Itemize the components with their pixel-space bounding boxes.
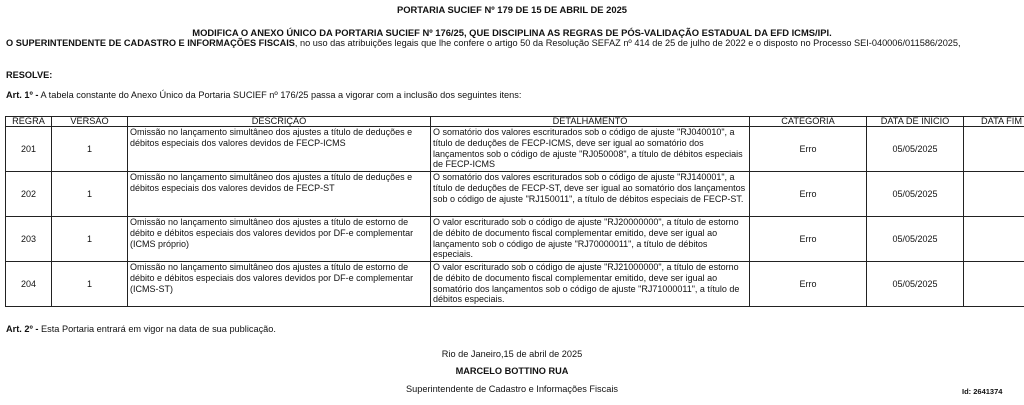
cell-versao: 1 xyxy=(52,127,128,172)
cell-regra: 204 xyxy=(6,262,52,307)
cell-detalhamento: O valor escriturado sob o código de ajuste "RJ20000000", a título de estorno de débito de documento fiscal complementar emitido, deve ser igual ao lançamento sob o código de ajuste "RJ70000011", a título de débitos especiais. xyxy=(431,217,750,262)
header-categoria: CATEGORIA xyxy=(750,117,867,127)
cell-data-inicio: 05/05/2025 xyxy=(867,217,964,262)
cell-detalhamento: O somatório dos valores escriturados sob o código de ajuste "RJ140001", a título de deduções de FECP-ST, deve ser igual ao somatório dos lançamentos sob o código de ajuste "RJ150011", a título de débitos especiais de FECP-ST. xyxy=(431,172,750,217)
article-2 xyxy=(6,324,276,335)
article-1-label: Art. 1º - xyxy=(6,90,39,100)
rules-table xyxy=(5,116,1024,307)
table-row xyxy=(6,172,1024,217)
cell-versao: 1 xyxy=(52,172,128,217)
table-header-row xyxy=(6,117,1024,127)
signer-name: MARCELO BOTTINO RUA xyxy=(455,366,569,376)
article-1-text: A tabela constante do Anexo Único da Portaria SUCIEF nº 176/25 passa a vigorar com a inclusão dos seguintes itens: xyxy=(38,90,522,100)
cell-versao: 1 xyxy=(52,217,128,262)
cell-detalhamento: O somatório dos valores escriturados sob o código de ajuste "RJ040010", a título de deduções de FECP-ICMS, deve ser igual ao somatório dos lançamentos sob o código de ajuste "RJ050008", a título de débitos especiais de FECP-ICMS xyxy=(431,127,750,172)
article-2-label: Art. 2º - xyxy=(6,324,39,334)
table-row xyxy=(6,262,1024,307)
cell-regra: 202 xyxy=(6,172,52,217)
cell-descricao: Omissão no lançamento simultâneo dos ajustes a título de deduções e débitos especiais dos valores devidos de FECP-ST xyxy=(128,172,431,217)
cell-regra: 203 xyxy=(6,217,52,262)
cell-data-inicio: 05/05/2025 xyxy=(867,262,964,307)
cell-categoria: Erro xyxy=(750,217,867,262)
cell-descricao: Omissão no lançamento simultâneo dos ajustes a título de deduções e débitos especiais dos valores devidos de FECP-ICMS xyxy=(128,127,431,172)
place-date: Rio de Janeiro,15 de abril de 2025 xyxy=(441,349,583,359)
table-row xyxy=(6,127,1024,172)
cell-categoria: Erro xyxy=(750,172,867,217)
document-id: Id: 2641374 xyxy=(962,387,1003,396)
preamble-authority: O SUPERINTENDENTE DE CADASTRO E INFORMAÇÕES FISCAIS xyxy=(6,38,295,48)
cell-categoria: Erro xyxy=(750,262,867,307)
cell-descricao: Omissão no lançamento simultâneo dos ajustes a título de estorno de débito e débitos especiais dos valores devidos por DF-e complementar (ICMS-ST) xyxy=(128,262,431,307)
cell-descricao: Omissão no lançamento simultâneo dos ajustes a título de estorno de débito e débitos especiais dos valores devidos por DF-e complementar (ICMS próprio) xyxy=(128,217,431,262)
cell-data-fim xyxy=(964,172,1024,217)
header-data-inicio: DATA DE INÍCIO xyxy=(867,117,964,127)
page-title: PORTARIA SUCIEF Nº 179 DE 15 DE ABRIL DE 2025 xyxy=(396,4,628,15)
document-subtitle: MODIFICA O ANEXO ÚNICO DA PORTARIA SUCIEF Nº 176/25, QUE DISCIPLINA AS REGRAS DE PÓS-VALIDAÇÃO ESTADUAL DA EFD ICMS/IPI. xyxy=(192,27,832,38)
cell-data-fim xyxy=(964,262,1024,307)
cell-data-fim xyxy=(964,217,1024,262)
article-2-text: Esta Portaria entrará em vigor na data de sua publicação. xyxy=(38,324,276,334)
cell-data-fim xyxy=(964,127,1024,172)
header-descricao: DESCRIÇÃO xyxy=(128,117,431,127)
resolve-heading: RESOLVE: xyxy=(6,70,53,80)
signer-role: Superintendente de Cadastro e Informações Fiscais xyxy=(406,384,618,394)
cell-versao: 1 xyxy=(52,262,128,307)
header-data-fim: DATA FIM xyxy=(964,117,1024,127)
cell-data-inicio: 05/05/2025 xyxy=(867,127,964,172)
table-row xyxy=(6,217,1024,262)
header-versao: VERSÃO xyxy=(52,117,128,127)
header-regra: REGRA xyxy=(6,117,52,127)
cell-detalhamento: O valor escriturado sob o código de ajuste "RJ21000000", a título de estorno de débito de documento fiscal complementar emitido, deve ser igual ao somatório dos lançamentos sob o código de ajuste "RJ71000011", a título de débitos especiais. xyxy=(431,262,750,307)
header-detalhamento: DETALHAMENTO xyxy=(431,117,750,127)
cell-regra: 201 xyxy=(6,127,52,172)
cell-data-inicio: 05/05/2025 xyxy=(867,172,964,217)
article-1 xyxy=(6,90,1016,101)
cell-categoria: Erro xyxy=(750,127,867,172)
preamble-text: , no uso das atribuições legais que lhe confere o artigo 50 da Resolução SEFAZ nº 414 de 25 de julho de 2022 e o disposto no Processo SEI-040006/011586/2025, xyxy=(294,38,961,48)
preamble xyxy=(6,38,1016,49)
